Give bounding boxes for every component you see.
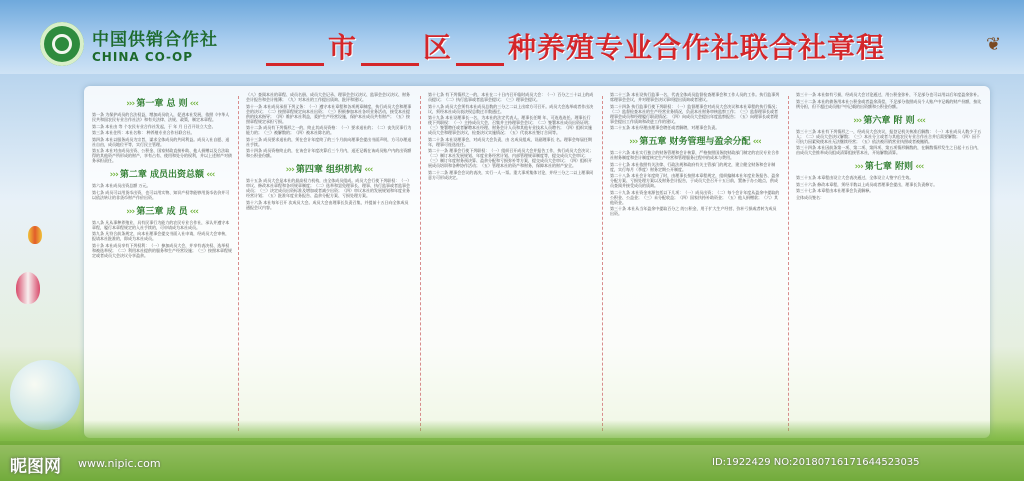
column-divider xyxy=(602,96,604,431)
arrow-decoration-icon: ‹‹‹ xyxy=(187,99,198,109)
watermark-url: www.nipic.com xyxy=(78,457,161,470)
article-paragraph: 第一条 为保护成员的合法权益，增加成员收入，促进本社发展，依照《中华人民共和国农民专业合作社法》和有关法律、法规、政策，制定本章程。 xyxy=(92,112,230,122)
chapter-heading xyxy=(796,159,982,172)
coop-logo xyxy=(40,22,218,66)
chapter-title: 第一章 总 则 xyxy=(136,99,188,109)
arrow-decoration-icon: ‹‹‹ xyxy=(362,165,373,175)
chapter-title: 第四章 组织机构 xyxy=(295,165,363,175)
article-paragraph: 第四条 本社以服务成员为宗旨，谋求全体成员的共同利益。成员入社自愿、退社自由，成员地位平等，实行民主管理。 xyxy=(92,136,230,147)
arrow-decoration-icon: ››› xyxy=(126,206,137,217)
article-paragraph: 第二十六条 本社实行独立的财务管理和会计核算，严格按照国务院财政部门制定的农民专业合作社财务制度和会计制度核定生产经营和管理服务过程中的成本与费用。 xyxy=(610,150,780,160)
article-paragraph: 第十二条 成员有下列情形之一的，终止其成员资格：（一）要求退社的；（二）丧失民事行为能力的；（三）被解散的；（四）被本社除名的。 xyxy=(246,125,412,135)
logo-text xyxy=(92,25,218,64)
article-paragraph: 第三十二条 本社的债务用本社公积金或者盈余清偿，不足部分依照成员个人账户中记载的财产份额，按比例分担，但不超过成员账户中记载的出资额和公积金份额。 xyxy=(796,98,982,109)
chapter-title: 第三章 成 员 xyxy=(136,206,188,217)
chapter-heading xyxy=(92,167,232,180)
article-paragraph: 第二十条 本社设理事会，对成员大会负责，由 名成员组成，设副理事长 名。理事会每届任期 年，理事可连选连任。 xyxy=(428,136,592,147)
article-paragraph: 第三十七条 本章程由本社理事会负责解释。 xyxy=(796,188,874,193)
blank-line xyxy=(456,35,504,66)
hot-air-balloon-icon xyxy=(16,272,40,304)
coop-logo-icon xyxy=(40,22,84,66)
arrow-decoration-icon: ››› xyxy=(285,165,296,175)
article-paragraph: 第二十二条 理事会会议的表决，实行一人一票。重大事项集体讨论，并经三分之二以上理事同意方可形成决定。 xyxy=(428,169,594,180)
article-paragraph: 第五条 本社对由成员出资、公积金、国家财政直接补助、他人捐赠以及合法取得的其他资产所形成的财产，享有占有、使用和处分的权利，并以上述财产对债务承担责任。 xyxy=(92,148,232,163)
article-paragraph: 第二十四条 执行监事行使下列职权：（一）监督理事会对成员大会决议和本社章程的执行情况；（二）监督检查本社的生产经营业务情况，负责本社财务审核监察工作；（三）监督理事长或者理事会成员和经理履行职责情况；（四）向成员大会提出年度监察报告；（五）向理事长或者理事会提出工作质询和改进工作的建议。 xyxy=(610,103,780,124)
arrow-decoration-icon: ››› xyxy=(126,99,137,109)
text-column xyxy=(796,92,982,434)
arrow-decoration-icon: ››› xyxy=(109,170,120,180)
chapter-heading xyxy=(610,134,780,147)
article-paragraph: 第二十五条 本社经理由理事会聘任或者解聘，对理事会负责。 xyxy=(610,125,720,130)
chapter-title: 第六章 附 则 xyxy=(863,115,915,126)
article-paragraph: 第十三条 成员要求退社的，须在会计年度终了的三个月前向理事会提出书面声明，方可办理退社手续。 xyxy=(246,136,412,147)
text-column xyxy=(428,92,594,434)
article-paragraph: 第二十三条 本社设执行监事一名，代表全体成员监督检查理事会和工作人员的工作。执行监事列席理事会会议，并对理事会决议事项提出质询或者建议。 xyxy=(610,92,780,102)
article-paragraph: 第二十九条 本社资金来源包括以下几项：（一）成员出资；（二）每个会计年度从盈余中提取的公积金、公益金；（三）未分配收益；（四）国家扶持补助资金；（五）他人捐赠款；（六）其他资金。 xyxy=(610,189,780,205)
column-divider xyxy=(238,96,240,431)
arrow-decoration-icon: ››› xyxy=(629,137,640,147)
watermark-id: ID:1922429 NO:20180716171644523035 xyxy=(712,457,920,468)
text-column xyxy=(246,92,412,434)
butterfly-icon: ❦ xyxy=(986,34,1002,55)
article-paragraph: 第六条 本社成员出资总额 万元。 xyxy=(92,183,151,188)
hot-air-balloon-icon xyxy=(28,226,42,244)
article-paragraph: 第十八条 成员大会须有本社成员总数的三分之二以上出席方可召开。成员大会选举或者作出决议，须经本社成员表决权总数过半数通过。 xyxy=(428,103,594,114)
column-divider xyxy=(420,96,422,431)
article-paragraph: 第三十一条 本社如有亏损，经成员大会讨论通过，用公积金弥补，不足部分也可以用以后年度盈余弥补。 xyxy=(796,92,982,97)
page-title xyxy=(262,26,978,66)
column-divider xyxy=(788,96,790,431)
chapter-title: 第七章 附则 xyxy=(864,162,914,172)
article-paragraph: 第二十一条 理事会行使下列职权：（一）组织召开成员大会并报告工作，执行成员大会决议；（二）制订本社发展规划、年度业务经营计划、内部管理规章制度等，提交成员大会审议；（三）制订年度财务预决算、盈余分配和亏损弥补等方案，提交成员大会审议；（四）组织开展成员培训和各种协作活动；（五）管理本社的资产和财务，保障本社的财产安全。 xyxy=(428,148,594,168)
arrow-decoration-icon: ‹‹‹ xyxy=(914,115,925,126)
article-paragraph: 第十七条 有下列情形之一的，本社在二十日内召开临时成员大会：（一）百分之三十以上的成员提议；（二）执行监事或者监事会提议；（三）理事会提议。 xyxy=(428,92,594,102)
chapter-heading xyxy=(92,204,232,217)
watermark-brand: 昵图网 xyxy=(10,457,61,477)
title-main: 种养殖专业合作社联合社章程 xyxy=(508,31,886,64)
article-paragraph: 第七条 成员可以用货币出资，也可以用实物、知识产权等能够用货币估价并可以依法转让的非货币财产作价出资。 xyxy=(92,189,230,200)
article-paragraph: 第二条 本社由 等 个农民专业合作社发起，于 年 月 日召开设立大会。 xyxy=(92,123,216,129)
arrow-decoration-icon: ››› xyxy=(854,162,865,172)
chapter-title: 第五章 财务管理与盈余分配 xyxy=(639,137,751,147)
article-paragraph: 第九条 凡符合前条规定，向本社理事会提交书面入社申请，经成员大会审核，报请本社批准的，即成为本社成员。 xyxy=(92,231,230,241)
blank-line xyxy=(266,35,324,66)
article-paragraph: 第二十八条 本社会计年度终了时，由理事长按照本章程规定，组织编制本社年度业务报告、盈余分配方案、亏损处理方案以及财务会计报告，于成员大会召开十五日前，置备于办公地点，供成员查阅并接受成员的质询。 xyxy=(610,173,780,188)
article-paragraph: 第十条 本社成员享有下列权利：（一）参加成员大会，并享有表决权、选举权和被选举权；（二）利用本社提供的服务和生产经营设施；（三）按照本章程规定或者成员大会决议分享盈余。 xyxy=(92,242,232,258)
chapter-heading xyxy=(246,162,412,175)
chapter-heading xyxy=(92,96,232,109)
article-paragraph: 第三十条 本社从当年盈余中提取百分之 的公积金，用于扩大生产经营、弥补亏损或者转为成员出资。 xyxy=(610,206,777,216)
signature-line: 全体成员签名： xyxy=(796,194,824,200)
article-paragraph: 第三十三条 本社有下列情形之一，经成员大会决议，报登记机关核准后解散：（一）本社成员人数少于五人；（二）成员大会决议解散；（三）本社分立或者与其他农民专业合作社合并后需要解散；（四）因不可抗力因素致使本社无法继续经营；（五）依法被吊销营业执照或者被撤销。 xyxy=(796,128,982,144)
article-paragraph: 第三十四条 本社因前条第一项、第二项、第四项、第五项情形解散的，在解散情形发生之日起十五日内，由成员大会推举成员组成清算组接管本社，开始解散清算。 xyxy=(796,145,982,155)
arrow-decoration-icon: ››› xyxy=(853,115,864,126)
title-district: 区 xyxy=(423,31,453,64)
arrow-decoration-icon: ‹‹‹ xyxy=(913,162,924,172)
logo-en: CHINA CO-OP xyxy=(92,49,194,64)
article-paragraph: 第二十七条 本社依照有关法律、行政法规和政府有关主管部门的规定，建立健全财务和会计制度，实行每月（季度）财务定期公开制度。 xyxy=(610,161,776,172)
article-paragraph: 第十四条 成员资格终止的，在该会计年度决算后三个月内，退还记载在该成员账户内的出资额和公积金份额。 xyxy=(246,148,412,158)
logo-cn: 中国供销合作社 xyxy=(92,29,218,50)
arrow-decoration-icon: ‹‹‹ xyxy=(187,206,198,217)
text-column xyxy=(610,92,780,434)
article-paragraph: 第三十五条 本章程由设立大会表决通过，全体设立人签字后生效。 xyxy=(796,175,914,180)
chapter-title: 第二章 成员出资总额 xyxy=(119,170,205,180)
article-paragraph: （八）查阅本社的章程、成员名册、成员大会记录、理事会会议决议、监事会会议决议、财务会计报告和会计账簿；（九）对本社的工作提出质询、批评和建议。 xyxy=(246,92,410,102)
blank-line xyxy=(361,35,419,66)
article-paragraph: 第十六条 本社每年召开 次成员大会。成员大会由理事长负责召集，并提前十五日向全体成员通报会议内容。 xyxy=(246,199,409,210)
title-city: 市 xyxy=(328,31,358,64)
article-paragraph: 第三十六条 修改本章程，须经半数以上成员或者理事会提出，理事长负责修订。 xyxy=(796,181,938,187)
article-paragraph: 第十一条 本社成员承担下列义务：（一）遵守本社章程和各项规章制度，执行成员大会和理事会的决议；（二）按照章程规定向本社出资；（三）积极参加本社各项业务活动，接受本社提供的技术指导；（四）维护本社利益，爱护生产经营设施，保护本社成员共有财产；（五）按照章程规定承担亏损。 xyxy=(246,103,412,124)
article-paragraph: 第十九条 本社设理事长一名，为本社的法定代表人。理事长任期 年，可连选连任。理事长行使下列职权：（一）主持成员大会，召集并主持理事会会议；（二）签署本社成员出资证明；（三）签署聘任或者解聘本社经理、财务会计人员和其他专业技术人员聘书；（四）组织实施成员大会和理事会决议，检查决议实施情况；（五）代表本社签订合同等。 xyxy=(428,115,592,135)
article-paragraph: 第八条 凡从事种养殖业，具有民事行为能力的农民专业合作社，承认并遵守本章程，履行本章程规定的入社手续的，可申请成为本社成员。 xyxy=(92,219,230,230)
arrow-decoration-icon: ‹‹‹ xyxy=(204,170,215,180)
article-paragraph: 第三条 本社住所：本社名称： 种养殖专业合作社联合社。 xyxy=(92,130,195,135)
chapter-heading xyxy=(796,113,982,126)
article-paragraph: 第十五条 成员大会是本社的最高权力机构，由全体成员组成。成员大会行使下列职权：（一）审议、修改本社章程和各项规章制度；（二）选举和罢免理事长、理事、执行监事或者监事会成员；（三）决定成员出资标准及增加或者减少出资；（四）审议本社的发展规划和年度业务经营计划；（五）批准年度业务报告、盈余分配方案、亏损处理方案。 xyxy=(246,178,412,198)
text-column xyxy=(92,92,232,434)
arrow-decoration-icon: ‹‹‹ xyxy=(750,137,761,147)
